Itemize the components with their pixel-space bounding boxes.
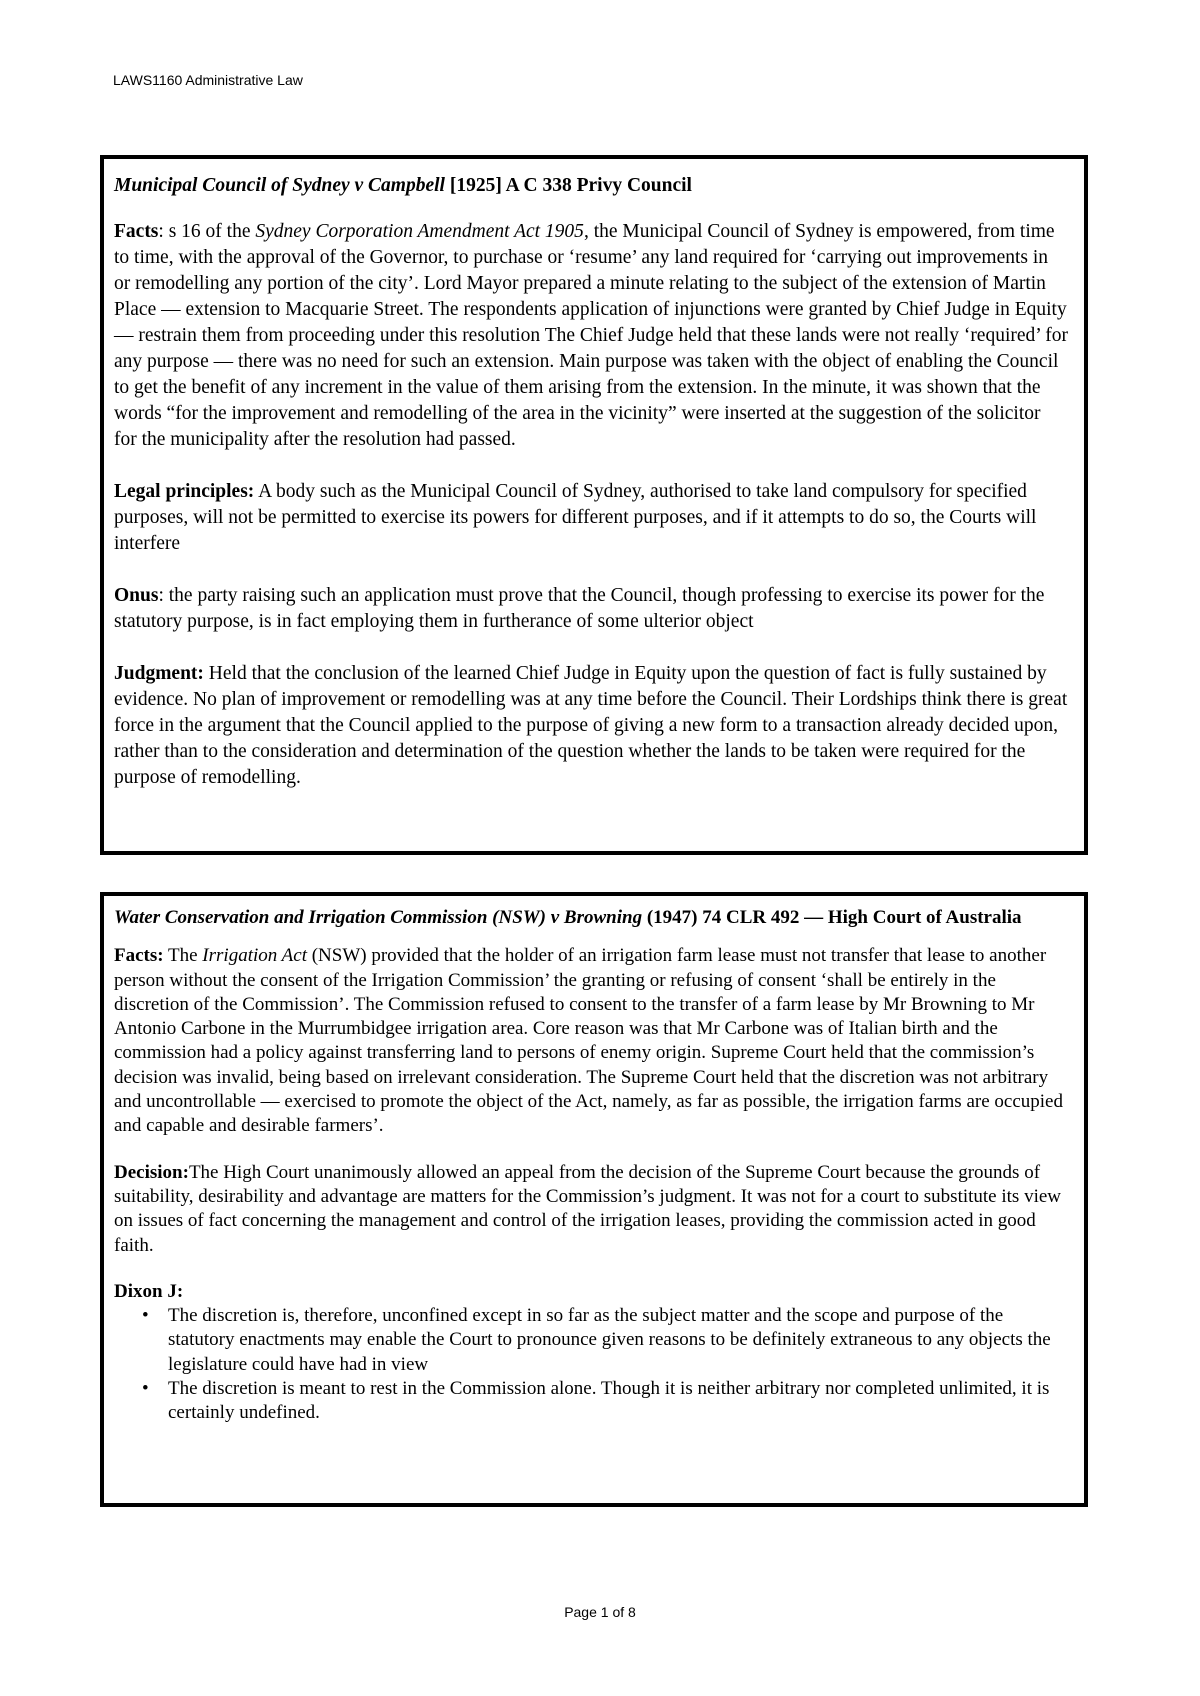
facts-label: Facts: [114,945,164,967]
case-title [114,173,1068,199]
case-box-campbell [100,155,1088,855]
case-citation: [1925] A C 338 Privy Council [444,175,692,196]
onus-text: : the party raising such an application must prove that the Council, though professing to exercise its power for the statutory purpose, is in fact employing them in furtherance of some ulterior object [114,585,1045,632]
dixon-heading: Dixon J: [114,1280,184,1302]
running-header: LAWS1160 Administrative Law [113,72,303,88]
case-title [114,906,1068,930]
facts-text-pre: The [163,945,203,967]
facts-text: (NSW) provided that the holder of an irrigation farm lease must not transfer that lease to another person without the consent of the Irrigation Commission’ the granting or refusing of consent ‘shall be entirely in the discretion of the Commission’. The Commission refused to consent to the transfer of a farm lease by Mr Browning to Mr Antonio Carbone in the Murrumbidgee irrigation area. Core reason was that Mr Carbone was of Italian birth and the commission had a policy against transferring land to persons of enemy origin. Supreme Court held that the commission’s decision was invalid, being based on irrelevant consideration. The Supreme Court held that the discretion was not arbitrary and uncontrollable — exercised to promote the object of the Act, namely, as far as possible, the irrigation farms are occupied and capable and desirable farmers’. [114,945,1063,1137]
legal-principles-paragraph [114,479,1068,557]
statute-name: Irrigation Act [202,945,307,967]
judgment-paragraph [114,661,1068,791]
case-box-browning [100,892,1088,1507]
list-item-text: The discretion is, therefore, unconfined except in so far as the subject matter and the scope and purpose of the statutory enactments may enable the Court to pronounce given reasons to be definitely extraneous to any objects the legislature could have had in view [168,1305,1051,1375]
facts-text: , the Municipal Council of Sydney is empowered, from time to time, with the approval of the Governor, to purchase or ‘resume’ any land required for ‘carrying out improvements in or remodelling any portion of the city’. Lord Mayor prepared a minute relating to the subject of the extension of Martin Place — extension to Macquarie Street. The respondents application of injunctions were granted by Chief Judge in Equity — restrain them from proceeding under this resolution The Chief Judge held that these lands were not really ‘required’ for any purpose — there was no need for such an extension. Main purpose was taken with the object of enabling the Council to get the benefit of any increment in the value of them arising from the extension. In the minute, it was shown that the words “for the improvement and remodelling of the area in the vicinity” were inserted at the suggestion of the solicitor for the municipality after the resolution had passed. [114,221,1068,450]
onus-label: Onus [114,585,159,606]
facts-text-pre: : s 16 of the [158,221,256,242]
judgment-text: Held that the conclusion of the learned Chief Judge in Equity upon the question of fact is fully sustained by evidence. No plan of improvement or remodelling was at any time before the Council. Their Lordships think there is great force in the argument that the Council applied to the purpose of giving a new form to a transaction already decided upon, rather than to the consideration and determination of the question whether the lands to be taken were required for the purpose of remodelling. [114,663,1068,788]
facts-label: Facts [114,221,159,242]
bullet-icon: • [142,1378,149,1400]
judgment-label: Judgment: [114,663,204,684]
list-item [142,1377,1068,1426]
onus-paragraph [114,583,1068,635]
case-citation: (1947) 74 CLR 492 — High Court of Australia [642,907,1022,928]
decision-paragraph [114,1161,1068,1258]
bullet-icon: • [142,1305,149,1327]
case-name: Water Conservation and Irrigation Commission (NSW) v Browning [114,907,643,928]
statute-name: Sydney Corporation Amendment Act 1905 [255,221,584,242]
page-number: Page 1 of 8 [564,1604,636,1620]
facts-paragraph [114,944,1068,1138]
facts-paragraph [114,219,1068,453]
decision-label: Decision: [114,1161,189,1183]
list-item-text: The discretion is meant to rest in the Commission alone. Though it is neither arbitrary nor completed unlimited, it is certainly undefined. [168,1378,1050,1424]
list-item [142,1304,1068,1377]
decision-text: The High Court unanimously allowed an appeal from the decision of the Supreme Court because the grounds of suitability, desirability and advantage are matters for the Commission’s judgment. It was not for a court to substitute its view on issues of fact concerning the management and control of the irrigation leases, providing the commission acted in good faith. [114,1161,1062,1256]
dixon-points-list [114,1304,1068,1425]
legal-principles-text: A body such as the Municipal Council of Sydney, authorised to take land compulsory for specified purposes, will not be permitted to exercise its powers for different purposes, and if it attempts to do so, the Courts will interfere [114,481,1037,554]
dixon-section [114,1280,1068,1426]
legal-principles-label: Legal principles: [114,481,255,502]
case-name: Municipal Council of Sydney v Campbell [114,175,445,196]
